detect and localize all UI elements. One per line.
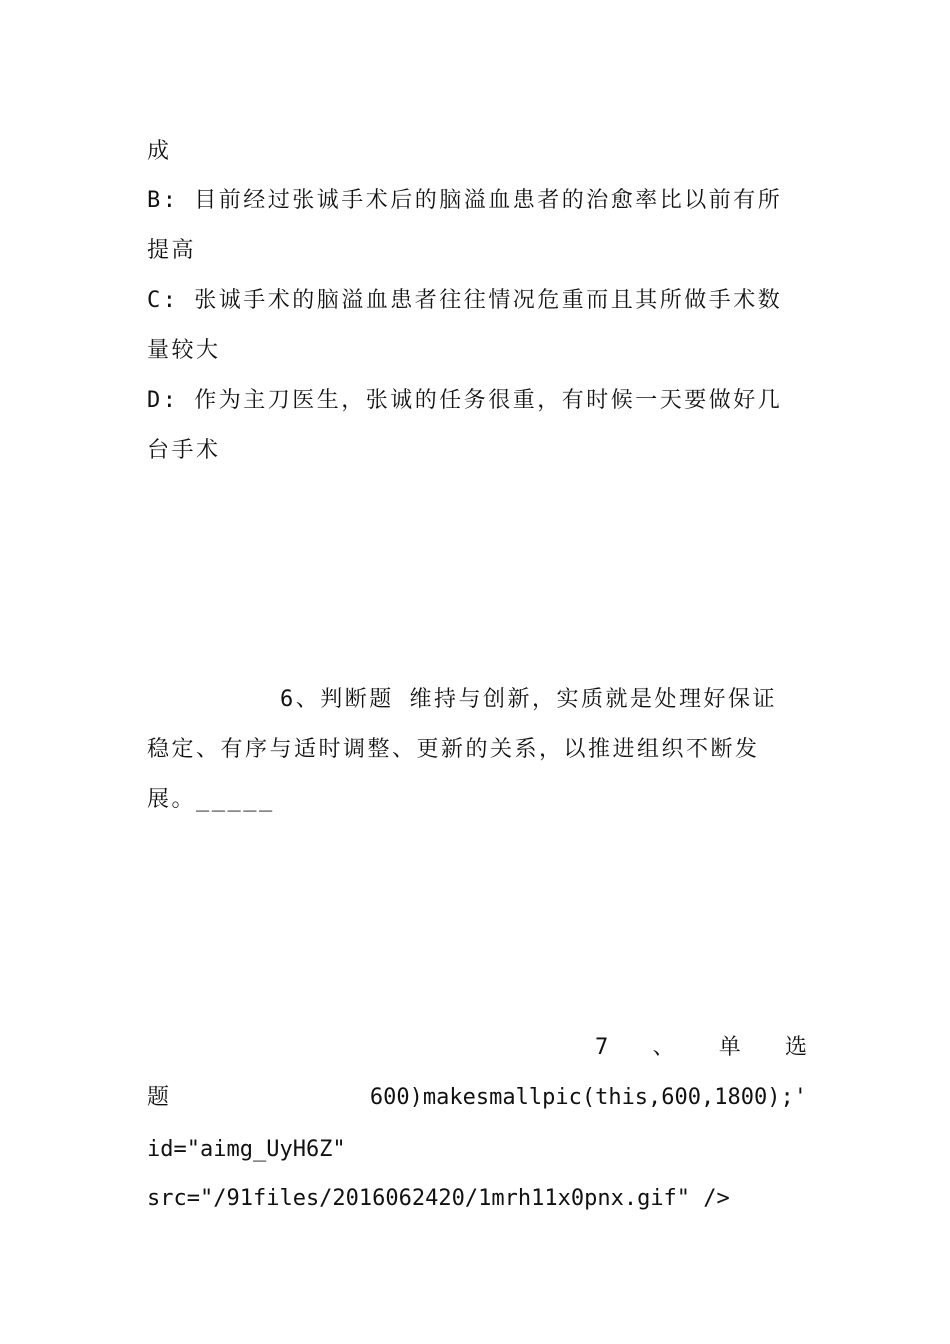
question7-type-tail: 题 bbox=[147, 1085, 170, 1110]
question7-number: 7 bbox=[595, 1035, 609, 1060]
question6-line1: 6、判断题 维持与创新，实质就是处理好保证 bbox=[280, 687, 777, 712]
question7-separator: 、 bbox=[652, 1035, 675, 1060]
option-b-line1: B: 目前经过张诚手术后的脑溢血患者的治愈率比以前有所 bbox=[147, 188, 783, 213]
question7-type-word1: 单 bbox=[718, 1035, 741, 1060]
option-a-tail: 成 bbox=[147, 139, 172, 164]
question7-type-word2: 选 bbox=[784, 1035, 807, 1060]
option-d-line2: 台手术 bbox=[147, 438, 221, 463]
question7-line2 bbox=[147, 1083, 807, 1113]
question7-line3: id="aimg_UyH6Z" bbox=[147, 1137, 346, 1162]
question7-code-fragment: 600)makesmallpic(this,600,1800);' bbox=[369, 1085, 807, 1110]
question6-line2: 稳定、有序与适时调整、更新的关系，以推进组织不断发 bbox=[147, 737, 760, 762]
option-d-line1: D: 作为主刀医生，张诚的任务很重，有时候一天要做好几 bbox=[147, 388, 783, 413]
option-b-line2: 提高 bbox=[147, 238, 197, 263]
option-c-line2: 量较大 bbox=[147, 338, 221, 363]
question6-line3: 展。_____ bbox=[147, 787, 275, 812]
option-c-line1: C: 张诚手术的脑溢血患者往往情况危重而且其所做手术数 bbox=[147, 288, 783, 313]
question7-header bbox=[595, 1033, 807, 1063]
question7-line4: src="/91files/2016062420/1mrh11x0pnx.gif" /> bbox=[147, 1186, 730, 1211]
